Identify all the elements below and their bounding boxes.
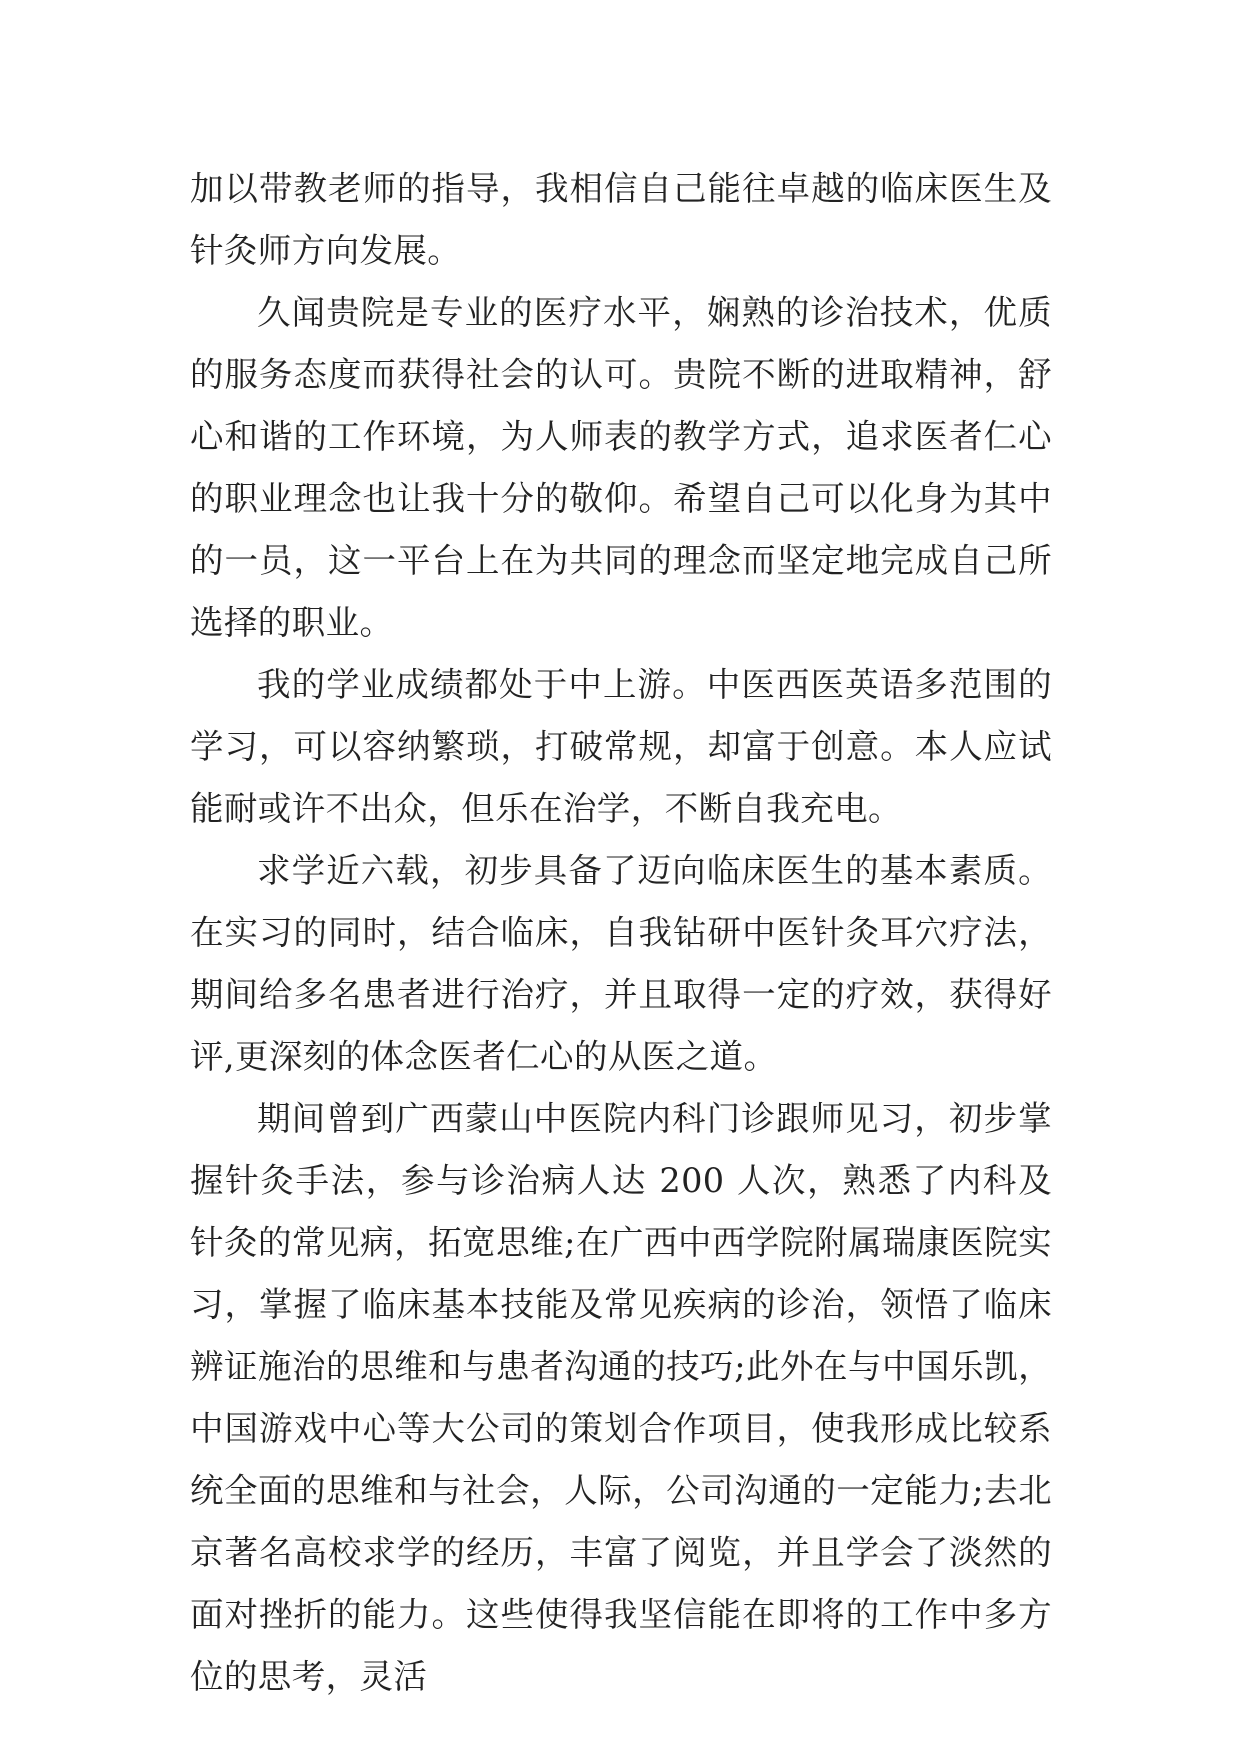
paragraph-5: 期间曾到广西蒙山中医院内科门诊跟师见习，初步掌握针灸手法，参与诊治病人达 200 人次，熟悉了内科及针灸的常见病，拓宽思维;在广西中西学院附属瑞康医院实习，掌握了临床基本技能及常见疾病的诊治，领悟了临床辨证施治的思维和与患者沟通的技巧;此外在与中国乐凯，中国游戏中心等大公司的策划合作项目，使我形成比较系统全面的思维和与社会，人际，公司沟通的一定能力;去北京著名高校求学的经历，丰富了阅览，并且学会了淡然的面对挫折的能力。这些使得我坚信能在即将的工作中多方位的思考，灵活 [190,1099,1052,1696]
paragraph-2: 久闻贵院是专业的医疗水平，娴熟的诊治技术，优质的服务态度而获得社会的认可。贵院不断的进取精神，舒心和谐的工作环境，为人师表的教学方式，追求医者仁心的职业理念也让我十分的敬仰。希望自己可以化身为其中的一员，这一平台上在为共同的理念而坚定地完成自己所选择的职业。 [190,293,1052,642]
paragraph-1: 加以带教老师的指导，我相信自己能往卓越的临床医生及针灸师方向发展。 [190,169,1052,270]
paragraph-4: 求学近六载，初步具备了迈向临床医生的基本素质。在实习的同时，结合临床，自我钻研中医针灸耳穴疗法，期间给多名患者进行治疗，并且取得一定的疗效，获得好评,更深刻的体念医者仁心的从医之道。 [190,851,1052,1076]
paragraph-3: 我的学业成绩都处于中上游。中医西医英语多范围的学习，可以容纳繁琐，打破常规，却富于创意。本人应试能耐或许不出众，但乐在治学，不断自我充电。 [190,665,1052,828]
body-text [190,158,1052,1708]
